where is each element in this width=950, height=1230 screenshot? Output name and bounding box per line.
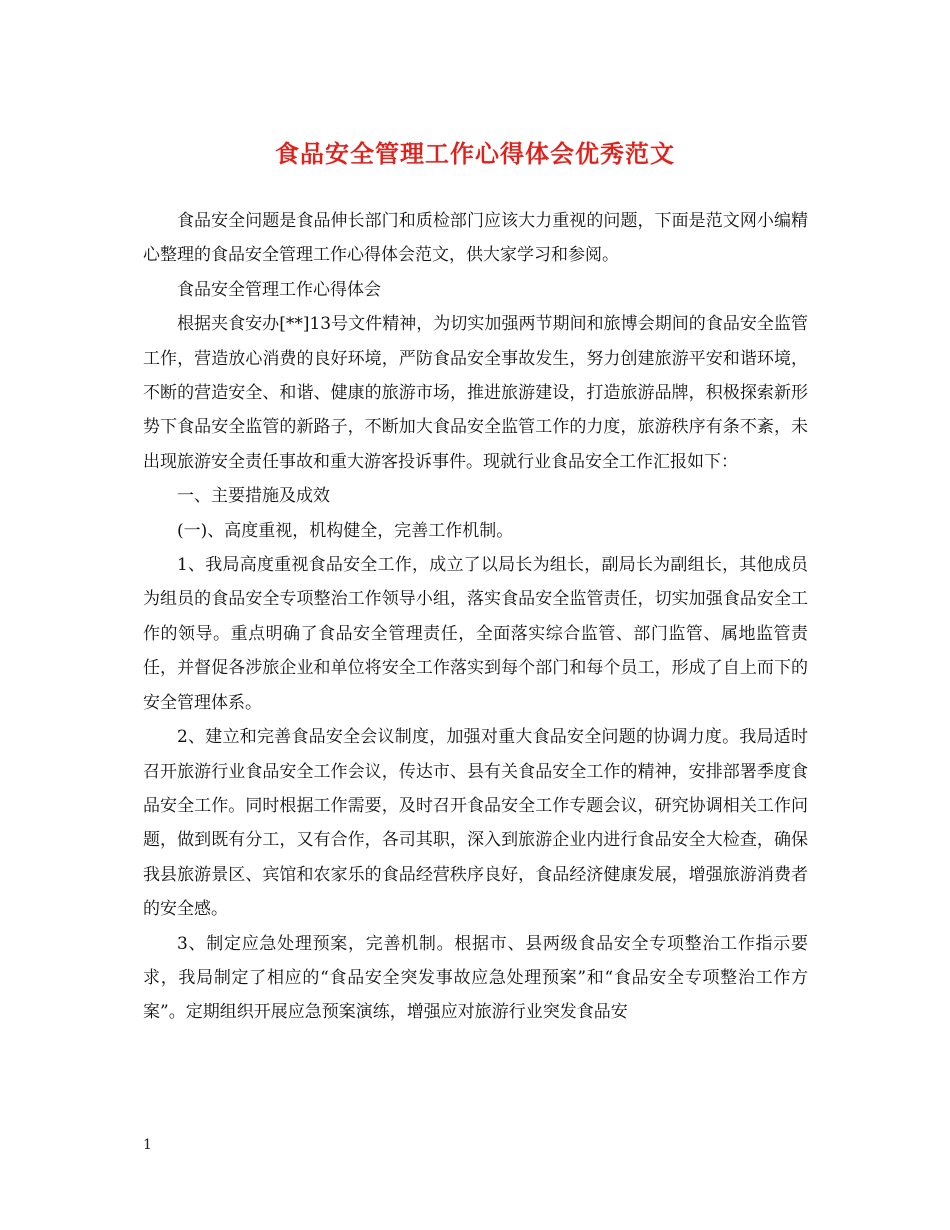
- paragraph-subtitle: 食品安全管理工作心得体会: [177, 279, 381, 300]
- section-heading: 一、主要措施及成效: [177, 486, 330, 507]
- paragraph-background: 根据夹食安办[**]13号文件精神，为切实加强两节期间和旅博会期间的食品安全监管工作，营造放心消费的良好环境，严防食品安全事故发生，努力创建旅游平安和谐环境，不断的营造安全、和谐、健康的旅游市场，推进旅游建设，打造旅游品牌，积极探索新形势下食品安全监管的新路子，不断加大食品安全监管工作的力度，旅游秩序有条不紊，未出现旅游安全责任事故和重大游客投诉事件。现就行业食品安全工作汇报如下：: [143, 314, 808, 472]
- subsection-heading: (一)、高度重视，机构健全，完善工作机制。: [177, 520, 514, 541]
- page-number: 1: [143, 1137, 152, 1153]
- paragraph-intro: 食品安全问题是食品伸长部门和质检部门应该大力重视的问题，下面是范文网小编精心整理的食品安全管理工作心得体会范文，供大家学习和参阅。: [143, 211, 808, 266]
- document-body: [143, 204, 808, 1030]
- paragraph-item-1: 1、我局高度重视食品安全工作，成立了以局长为组长，副局长为副组长，其他成员为组员的食品安全专项整治工作领导小组，落实食品安全监管责任，切实加强食品安全工作的领导。重点明确了食品安全管理责任，全面落实综合监管、部门监管、属地监管责任，并督促各涉旅企业和单位将安全工作落实到每个部门和每个员工，形成了自上而下的安全管理体系。: [143, 555, 808, 713]
- paragraph-item-3: 3、制定应急处理预案，完善机制。根据市、县两级食品安全专项整治工作指示要求，我局制定了相应的“食品安全突发事故应急处理预案”和“食品安全专项整治工作方案”。定期组织开展应急预案演练，增强应对旅游行业突发食品安: [143, 933, 808, 1023]
- document-title: 食品安全管理工作心得体会优秀范文: [275, 139, 675, 168]
- paragraph-item-2: 2、建立和完善食品安全会议制度，加强对重大食品安全问题的协调力度。我局适时召开旅游行业食品安全工作会议，传达市、县有关食品安全工作的精神，安排部署季度食品安全工作。同时根据工作需要，及时召开食品安全工作专题会议，研究协调相关工作问题，做到既有分工，又有合作，各司其职，深入到旅游企业内进行食品安全大检查，确保我县旅游景区、宾馆和农家乐的食品经营秩序良好，食品经济健康发展，增强旅游消费者的安全感。: [143, 727, 808, 920]
